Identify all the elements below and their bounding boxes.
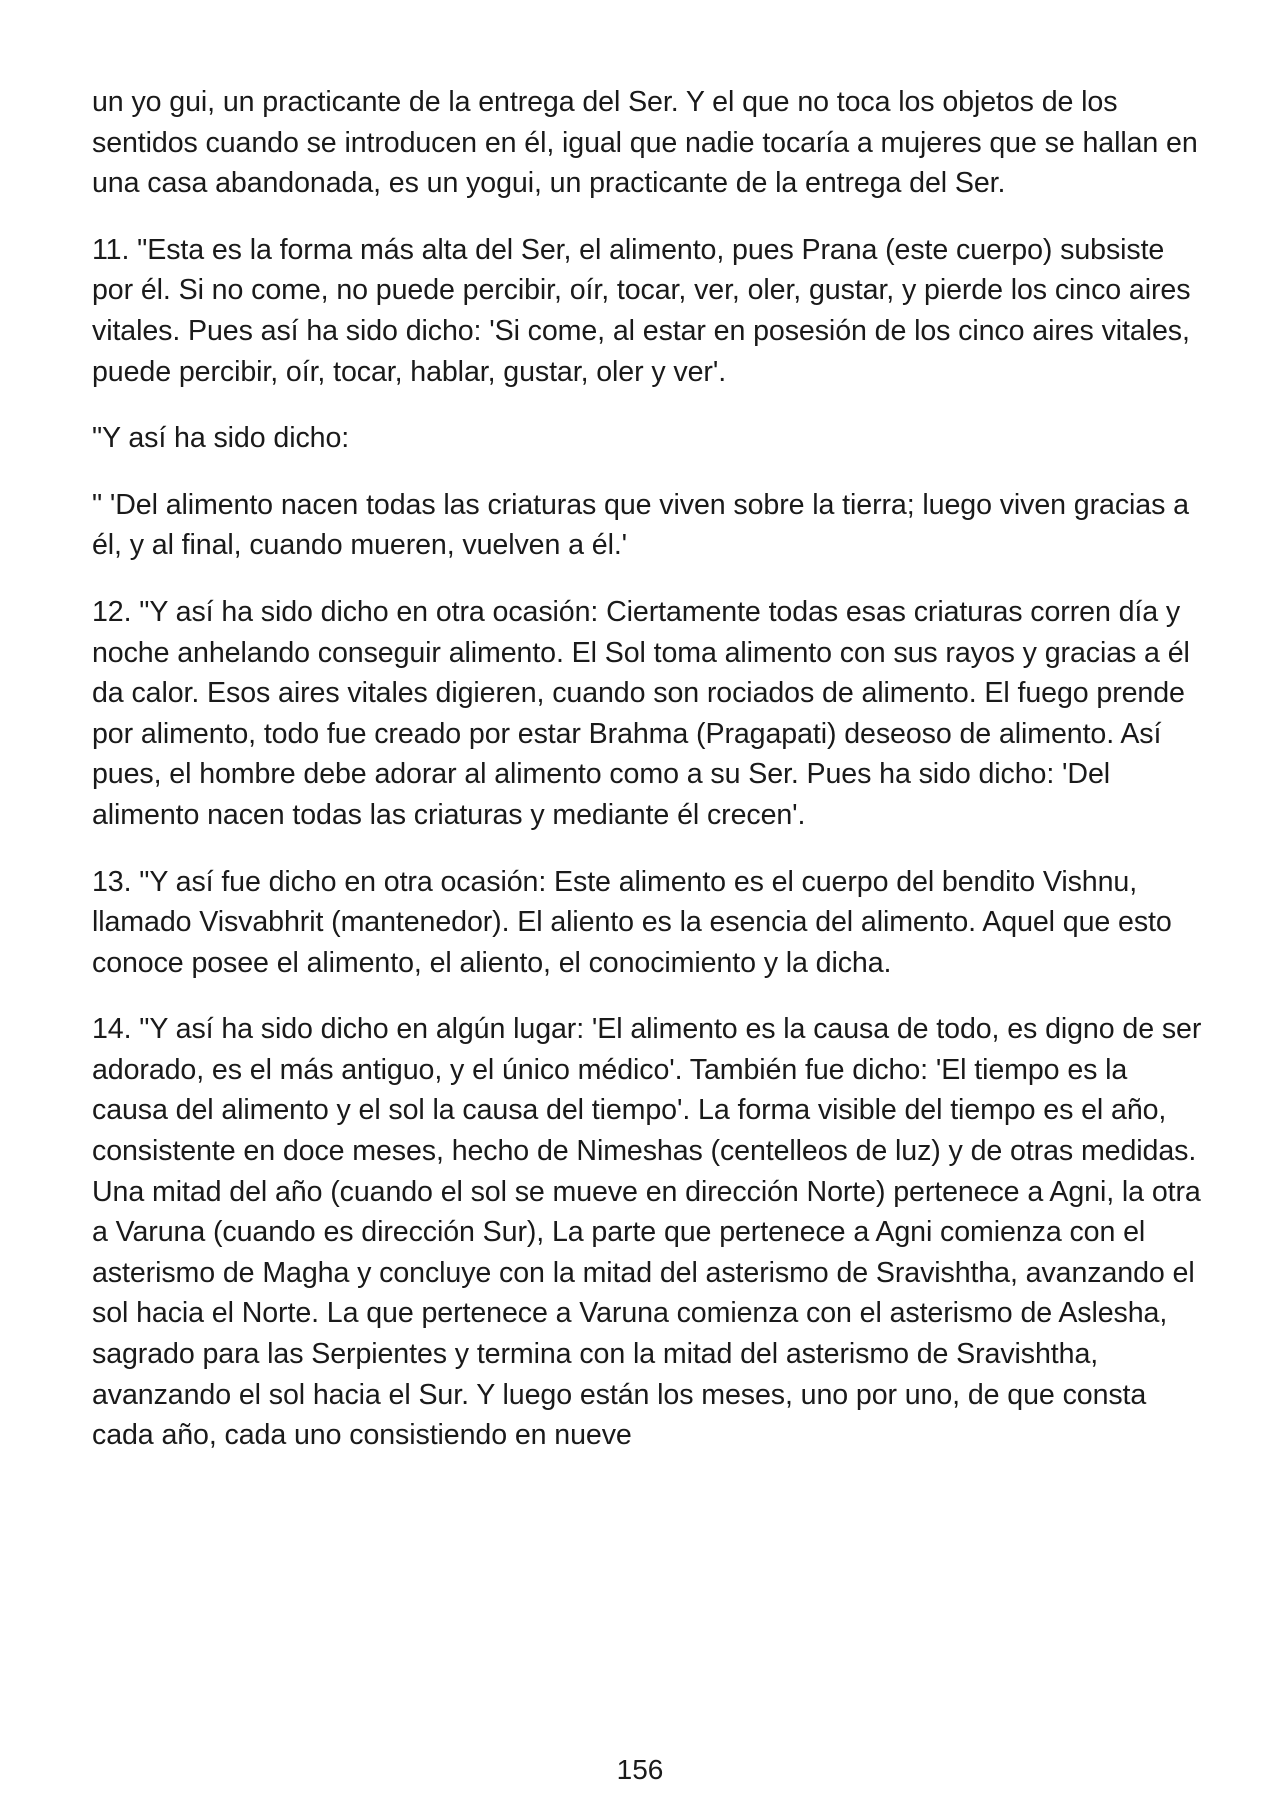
paragraph-13: 13. "Y así fue dicho en otra ocasión: Este alimento es el cuerpo del bendito Vishnu, llamado Visvabhrit (mantenedor). El aliento es la esencia del alimento. Aquel que esto conoce posee el alimento, el aliento, el conocimiento y la dicha. <box>92 865 1172 979</box>
paragraph-continuation: un yo gui, un practicante de la entrega del Ser. Y el que no toca los objetos de los sentidos cuando se introducen en él, igual que nadie tocaría a mujeres que se hallan en una casa abandonada, es un yogui, un practicante de la entrega del Ser. <box>92 86 1198 200</box>
paragraph-quote: " 'Del alimento nacen todas las criaturas que viven sobre la tierra; luego viven gracias a él, y al final, cuando mueren, vuelven a él.' <box>92 488 1189 562</box>
paragraph-quote-intro: "Y así ha sido dicho: <box>92 422 350 455</box>
paragraph-11: 11. "Esta es la forma más alta del Ser, el alimento, pues Prana (este cuerpo) subsiste por él. Si no come, no puede percibir, oír, tocar, ver, oler, gustar, y pierde los cinco aires vitales. Pues así ha sido dicho: 'Si come, al estar en posesión de los cinco aires vitales, puede percibir, oír, tocar, hablar, gustar, oler y ver'. <box>92 233 1191 388</box>
paragraph-12: 12. "Y así ha sido dicho en otra ocasión: Ciertamente todas esas criaturas corren día y noche anhelando conseguir alimento. El Sol toma alimento con sus rayos y gracias a él da calor. Esos aires vitales digieren, cuando son rociados de alimento. El fuego prende por alimento, todo fue creado por estar Brahma (Pragapati) deseoso de alimento. Así pues, el hombre debe adorar al alimento como a su Ser. Pues ha sido dicho: 'Del alimento nacen todas las criaturas y mediante él crecen'. <box>92 595 1190 831</box>
body-text <box>92 82 1202 1482</box>
page-number: 156 <box>616 1754 664 1785</box>
paragraph-14: 14. "Y así ha sido dicho en algún lugar: 'El alimento es la causa de todo, es digno de ser adorado, es el más antiguo, y el único médico'. También fue dicho: 'El tiempo es la causa del alimento y el sol la causa del tiempo'. La forma visible del tiempo es el año, consistente en doce meses, hecho de Nimeshas (centelleos de luz) y de otras medidas. Una mitad del año (cuando el sol se mueve en dirección Norte) pertenece a Agni, la otra a Varuna (cuando es dirección Sur), La parte que pertenece a Agni comienza con el asterismo de Magha y concluye con la mitad del asterismo de Sravishtha, avanzando el sol hacia el Norte. La que pertenece a Varuna comienza con el asterismo de Aslesha, sagrado para las Serpientes y termina con la mitad del asterismo de Sravishtha, avanzando el sol hacia el Sur. Y luego están los meses, uno por uno, de que consta cada año, cada uno consistiendo en nueve <box>92 1013 1202 1452</box>
